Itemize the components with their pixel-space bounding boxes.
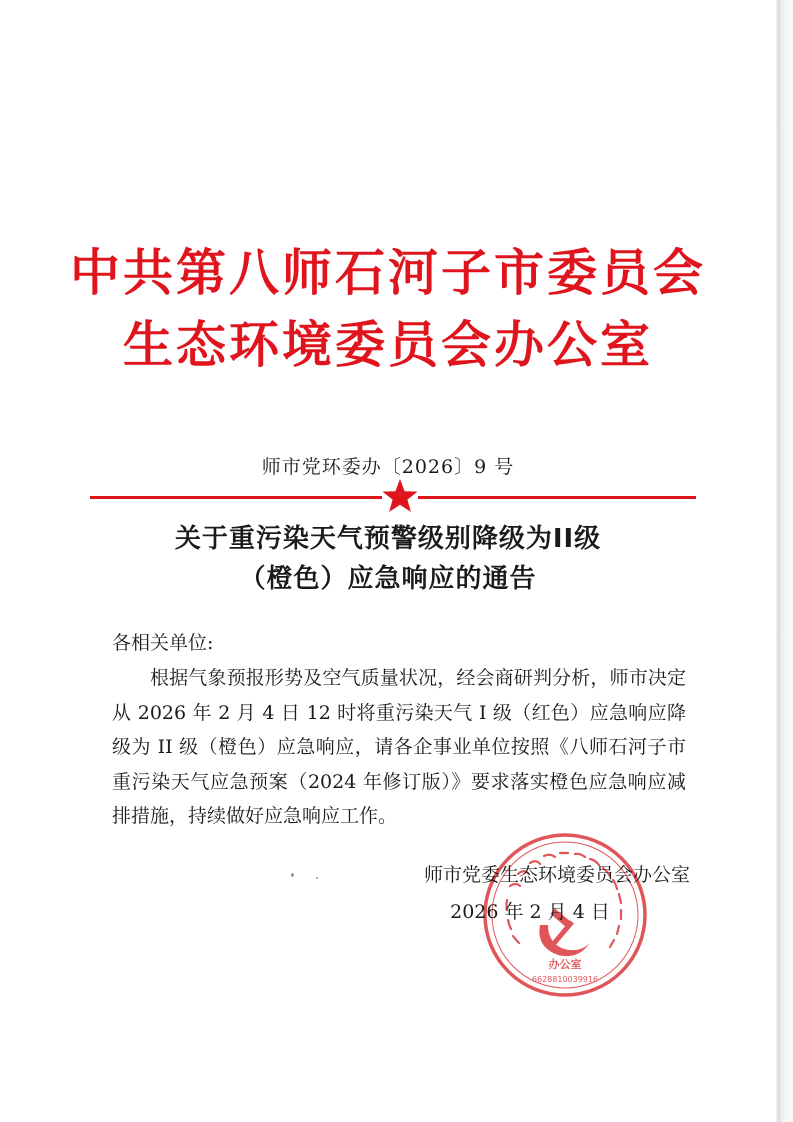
notice-title-line2: （橙色）应急响应的通告 (239, 564, 537, 594)
header-org-line1: 中共第八师石河子市委员会 (70, 244, 706, 302)
scan-speck (316, 877, 318, 879)
document-number: 师市党环委办〔2026〕9 号 (261, 456, 515, 478)
scan-edge-shadow (776, 0, 793, 1122)
salutation: 各相关单位: (112, 632, 214, 654)
scan-speck (291, 873, 294, 877)
seal-serial: 6628810039916 (531, 975, 599, 984)
red-rule-left (90, 496, 382, 499)
issue-date: 2026 年 2 月 4 日 (450, 901, 610, 923)
red-star-icon (381, 477, 419, 515)
notice-title-line1: 关于重污染天气预警级别降级为II级 (174, 524, 602, 554)
issuer-name: 师市党委生态环境委员会办公室 (423, 864, 690, 886)
header-org-line2: 生态环境委员会办公室 (123, 316, 653, 374)
seal-center-label: 办公室 (548, 958, 582, 971)
body-paragraph: 根据气象预报形势及空气质量状况，经会商研判分析，师市决定从 2026 年 2 月 4 日 12 时将重污染天气 I 级（红色）应急响应降级为 II 级（橙色）应急响应，请各企事业单位按照《八师石河子市重污染天气应急预案（2024 年修订版）》要求落实橙色应急响应减排措施，持续做好应急响应工作。 (112, 667, 686, 828)
red-rule-right (418, 496, 696, 499)
